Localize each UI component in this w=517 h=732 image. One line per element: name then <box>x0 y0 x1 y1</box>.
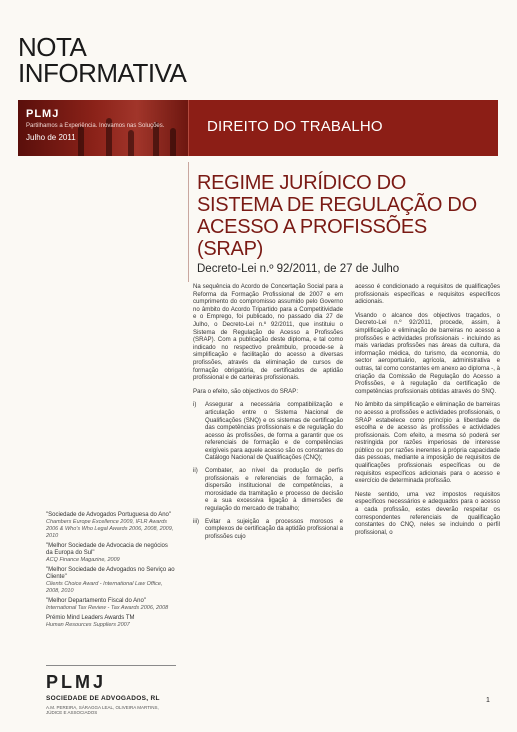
award-item <box>46 598 176 612</box>
banner <box>18 100 498 156</box>
masthead-line-1: NOTA <box>18 32 87 62</box>
award-title: Prémio Mind Leaders Awards TM <box>46 615 135 621</box>
awards-list <box>46 512 176 632</box>
award-source: Chambers Europe Excellence 2009, IFLR Awards 2006 & Who's Who Legal Awards 2006, 2008, 2009, 2010 <box>46 519 174 539</box>
firm-logo: PLMJ <box>46 672 107 692</box>
banner-tagline: Partilhamos a Experiência. Inovamos nas Soluções. <box>26 123 165 129</box>
list-text: Combater, ao nível da produção de perfis profissionais e referenciais de formação, a dispersão institucional de competências, a morosidade da tramitação e processo de decisão e a sua excessiva ligação à dimensões de regulação do mercado de trabalho; <box>205 467 343 513</box>
paragraph: Para o efeito, são objectivos do SRAP: <box>193 387 299 395</box>
title-line-1: REGIME JURÍDICO DO <box>197 172 407 194</box>
paragraph: No âmbito da simplificação e eliminação de barreiras no acesso a profissões e actividades profissionais, o SRAP estabelece como princípio a liberdade de escolha e de acesso às profissões e actividades profissionais. Com efeito, a mesma só poderá ser restringida por razões imperiosas de interesse público ou por razões inerentes à própria capacidade das pessoas, mediante a imposição de requisitos de qualificações profissionais específicas ou de requisitos específicos adicionais para o acesso e exercício de determinada profissão. <box>355 401 500 485</box>
decree-subtitle: Decreto-Lei n.º 92/2011, de 27 de Julho <box>197 263 400 275</box>
masthead-line-2: INFORMATIVA <box>18 58 187 88</box>
silhouette <box>170 128 176 156</box>
award-title: "Melhor Sociedade de Advocacia de negócios da Europa do Sul" <box>46 543 168 556</box>
award-source: Human Resources Suppliers 2007 <box>46 622 130 628</box>
firm-partners: A.M. PEREIRA, SÁRAGGA LEAL, OLIVEIRA MARTINS, JÚDICE E ASSOCIADOS <box>46 705 159 715</box>
page-title <box>197 172 497 260</box>
banner-photo <box>18 100 188 156</box>
paragraph: Neste sentido, uma vez impostos requisitos específicos necessários e adequados para o acesso a cada profissão, estes deverão respeitar os correspondentes referenciais de qualificação constantes do CNQ, neles se incluindo o perfil profissional, o <box>355 490 500 536</box>
title-line-2: SISTEMA DE REGULAÇÃO DO <box>197 194 477 216</box>
list-item <box>193 518 343 541</box>
banner-brand: PLMJ <box>26 108 60 120</box>
award-item <box>46 512 176 540</box>
paragraph: Na sequência do Acordo de Concertação Social para a Reforma da Formação Profissional de 2007 e em cumprimento do compromisso assumido pelo Governo no âmbito do Acordo Tripartido para a Competitividade e o Emprego, foi publicado, no passado dia 27 de Julho, o Decreto-Lei n.º 92/2011, que instituiu o Sistema de Regulação de Acesso a Profissões (SRAP). Com a publicação deste diploma, e tal como indicado no respectivo preâmbulo, procede-se à simplificação e facilitação do acesso a diversas profissões, através da eliminação de cursos de formação obrigatória, de certificados de aptidão profissional e de carteiras profissionais. <box>193 283 343 382</box>
award-item <box>46 543 176 564</box>
award-source: International Tax Review - Tax Awards 2006, 2008 <box>46 605 169 611</box>
section-title: DIREITO DO TRABALHO <box>207 118 383 135</box>
banner-section-panel <box>188 100 498 156</box>
title-line-3: ACESSO A PROFISSÕES (SRAP) <box>197 216 427 260</box>
award-source: ACQ Finance Magazine, 2009 <box>46 557 120 563</box>
list-item <box>193 401 343 462</box>
list-number: ii) <box>193 467 198 475</box>
list-text: Assegurar a necessária compatibilização e articulação entre o Sistema Nacional de Qualificações (SNQ) e os sistemas de certificação das competências profissionais e de regulação do acesso às profissões, de forma a garantir que os referenciais de formação e de competências exigíveis para aquele acesso são os constantes do Catálogo Nacional de Qualificações (CNQ); <box>205 401 343 462</box>
award-title: "Melhor Sociedade de Advogados no Serviço ao Cliente" <box>46 567 175 580</box>
award-item <box>46 567 176 595</box>
silhouette <box>78 126 84 156</box>
body-column-2 <box>355 283 500 542</box>
award-source: Clients Choice Award - International Law Office, 2008, 2010 <box>46 581 163 594</box>
award-title: "Sociedade de Advogados Portuguesa do Ano" <box>46 512 172 518</box>
paragraph: acesso é condicionado a requisitos de qualificações profissionais específicas e requisitos específicos adicionais. <box>355 283 500 306</box>
page-number: 1 <box>486 697 490 704</box>
firm-name: SOCIEDADE DE ADVOGADOS, RL <box>46 695 160 702</box>
award-title: "Melhor Departamento Fiscal do Ano" <box>46 598 146 604</box>
list-item <box>193 467 343 513</box>
title-divider <box>188 162 189 282</box>
body-column-1 <box>193 283 343 545</box>
paragraph: Visando o alcance dos objectivos traçados, o Decreto-Lei n.º 92/2011, procede, assim, à simplificação e eliminação de barreiras no acesso a profissões e actividades profissionais - incluindo as mais variadas profissões nas áreas da cultura, da informação médica, do turismo, da economia, do sector aeroportuário, agrícola, administrativa e outras, tal como constantes em anexo ao diploma -, à criação da Comissão de Regulação do Acesso a Profissões, e à regulação da certificação de competências profissionais obtidas através do SNQ. <box>355 311 500 395</box>
award-item <box>46 615 176 629</box>
list-number: iii) <box>193 517 200 525</box>
banner-date: Julho de 2011 <box>26 133 76 142</box>
footer-divider <box>46 665 176 666</box>
silhouette <box>128 130 134 156</box>
list-text: Evitar a sujeição a processos morosos e complexos de certificação da aptidão profissional a profissões cujo <box>205 517 343 540</box>
masthead <box>18 34 186 86</box>
list-number: i) <box>193 401 197 409</box>
